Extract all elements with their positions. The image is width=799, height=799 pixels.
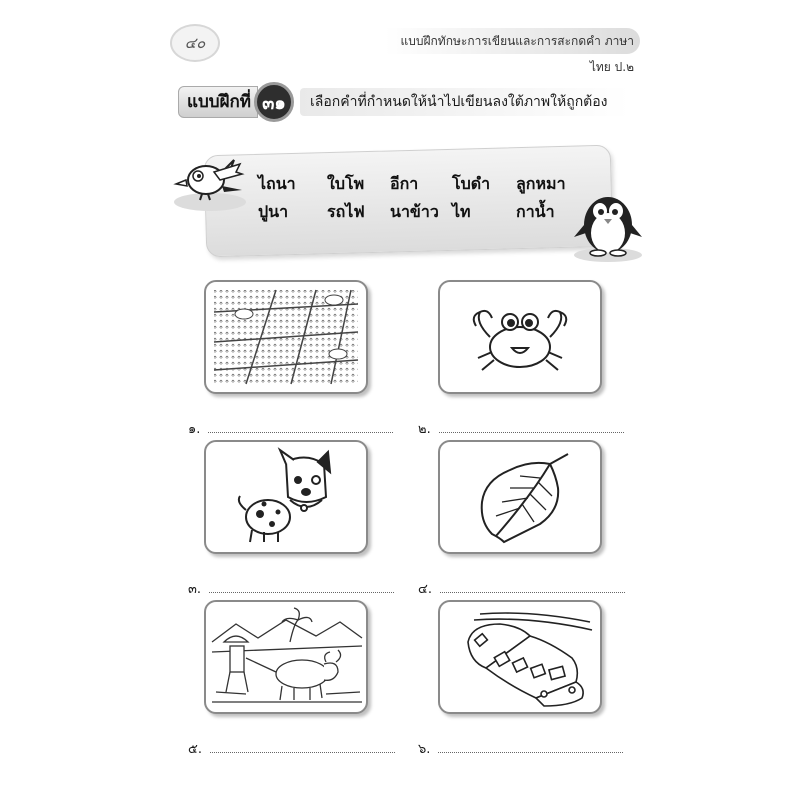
word-bank-word: ลูกหมา	[516, 174, 566, 193]
answer-blank[interactable]	[439, 422, 624, 433]
bodhi-leaf-icon	[440, 442, 600, 552]
answer-blank[interactable]	[208, 422, 393, 433]
item-number: ๖.	[418, 742, 431, 757]
word-bank-word: กาน้ำ	[516, 202, 555, 221]
word-bank-word: นาข้าว	[390, 202, 439, 221]
answer-blank[interactable]	[210, 742, 395, 753]
answer-blank[interactable]	[438, 742, 623, 753]
word-bank-word: ใบโพ	[327, 174, 365, 193]
answer-blank[interactable]	[440, 582, 625, 593]
page-number: ๔๐	[170, 24, 220, 62]
exercise-label	[178, 86, 294, 118]
item-number: ๔.	[418, 582, 432, 597]
bird-mascot-icon	[170, 150, 250, 212]
word-bank-word: โบดำ	[452, 174, 491, 193]
answer-line[interactable]	[188, 738, 395, 759]
exercise-instruction: เลือกคำที่กำหนดให้นำไปเขียนลงใต้ภาพให้ถูกต้อง	[300, 88, 630, 116]
answer-line[interactable]	[188, 578, 394, 599]
item-number: ๒.	[418, 422, 431, 437]
penguin-mascot-icon	[572, 185, 644, 263]
picture-card-bodhi-leaf	[438, 440, 602, 554]
train-icon	[440, 602, 600, 712]
book-title: แบบฝึกทักษะการเขียนและการสะกดคำ ภาษาไทย ป.๒	[385, 28, 640, 54]
answer-line[interactable]	[418, 738, 623, 759]
answer-line[interactable]	[418, 578, 625, 599]
puppy-icon	[206, 442, 366, 552]
rice-field-icon	[206, 282, 366, 392]
item-number: ๕.	[188, 742, 202, 757]
word-bank-word: ปูนา	[258, 202, 289, 221]
picture-card-train	[438, 600, 602, 714]
picture-card-rice-field	[204, 280, 368, 394]
picture-card-crab	[438, 280, 602, 394]
picture-card-puppy	[204, 440, 368, 554]
answer-blank[interactable]	[209, 582, 394, 593]
item-number: ๑.	[188, 422, 201, 437]
answer-line[interactable]	[418, 418, 624, 439]
word-bank-word: รถไฟ	[327, 202, 365, 221]
answer-line[interactable]	[188, 418, 393, 439]
word-bank-word: อีกา	[390, 174, 419, 193]
picture-card-ploughing-buffalo	[204, 600, 368, 714]
word-bank-word: ไท	[452, 202, 471, 221]
exercise-label-text: แบบฝึกที่	[178, 86, 258, 118]
ploughing-buffalo-icon	[206, 602, 366, 712]
word-bank-word: ไถนา	[258, 174, 296, 193]
exercise-number-badge: ๓๑	[254, 82, 294, 122]
item-number: ๓.	[188, 582, 202, 597]
crab-icon	[440, 282, 600, 392]
